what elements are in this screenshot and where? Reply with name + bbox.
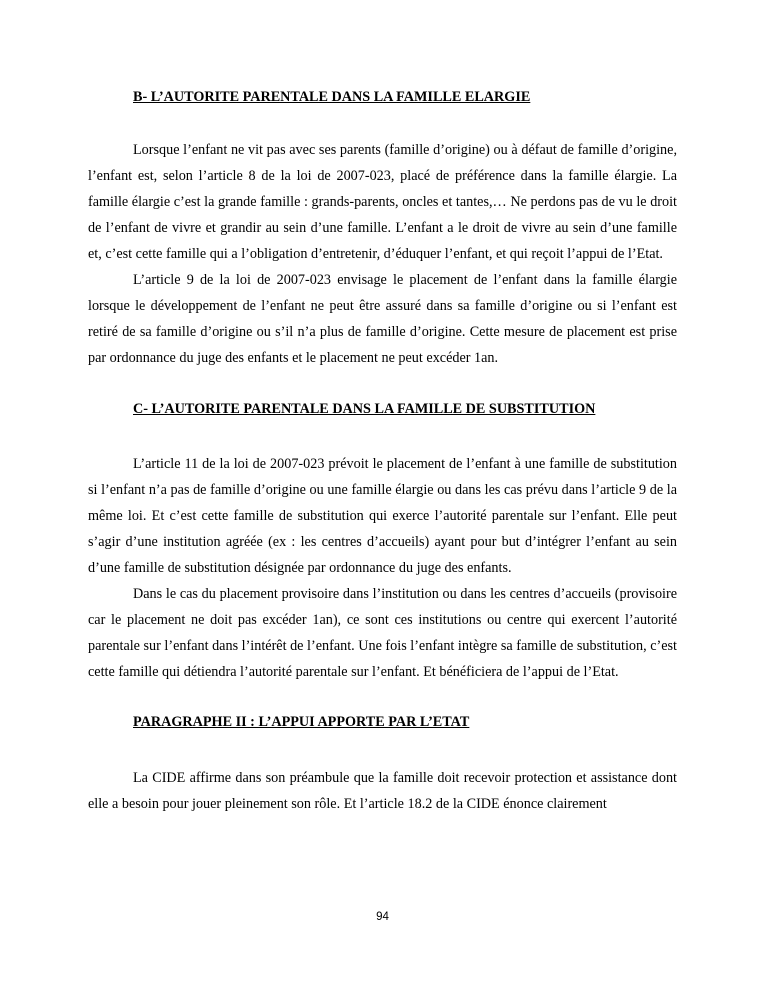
paragraph: Dans le cas du placement provisoire dans l’institution ou dans les centres d’accueils (provisoire car le placement ne doit pas excéder 1an), ce sont ces institutions ou centre qui exercent l’autorité parentale sur l’enfant dans l’intérêt de l’enfant. Une fois l’enfant intègre sa famille de substitution, c’est cette famille qui détiendra l’autorité parentale sur l’enfant. Et bénéficiera de l’appui de l’Etat. xyxy=(88,586,677,680)
paragraph: L’article 9 de la loi de 2007-023 envisage le placement de l’enfant dans la famille élargie lorsque le développement de l’enfant ne peut être assuré dans sa famille d’origine ou si l’enfant est retiré de sa famille d’origine ou s’il n’a plus de famille d’origine. Cette mesure de placement est prise par ordonnance du juge des enfants et le placement ne peut excéder 1an. xyxy=(88,272,677,366)
paragraph: L’article 11 de la loi de 2007-023 prévoit le placement de l’enfant à une famille de substitution si l’enfant n’a pas de famille d’origine ou une famille élargie ou dans les cas prévu dans l’article 9 de la même loi. Et c’est cette famille de substitution qui exerce l’autorité parentale sur l’enfant. Elle peut s’agir d’une institution agréée (ex : les centres d’accueils) ayant pour but d’intégrer l’enfant au sein d’une famille de substitution désignée par ordonnance du juge des enfants. xyxy=(88,456,677,576)
page-number: 94 xyxy=(376,911,389,923)
section-heading-c: C- L’AUTORITE PARENTALE DANS LA FAMILLE DE SUBSTITUTION xyxy=(133,401,596,417)
section-heading-b: B- L’AUTORITE PARENTALE DANS LA FAMILLE ELARGIE xyxy=(133,89,531,105)
page-body xyxy=(88,87,677,817)
paragraph: La CIDE affirme dans son préambule que la famille doit recevoir protection et assistance dont elle a besoin pour jouer pleinement son rôle. Et l’article 18.2 de la CIDE énonce clairement xyxy=(88,770,677,812)
section-heading-paragraphe-ii: PARAGRAPHE II : L’APPUI APPORTE PAR L’ETAT xyxy=(133,714,470,730)
paragraph: Lorsque l’enfant ne vit pas avec ses parents (famille d’origine) ou à défaut de famille d’origine, l’enfant est, selon l’article 8 de la loi de 2007-023, placé de préférence dans la famille élargie. La famille élargie c’est la grande famille : grands-parents, oncles et tantes,… Ne perdons pas de vu le droit de l’enfant de vivre et grandir au sein d’une famille. L’enfant a le droit de vivre au sein d’une famille et, c’est cette famille qui a l’obligation d’entretenir, d’éduquer l’enfant, et qui reçoit l’appui de l’Etat. xyxy=(88,142,677,262)
